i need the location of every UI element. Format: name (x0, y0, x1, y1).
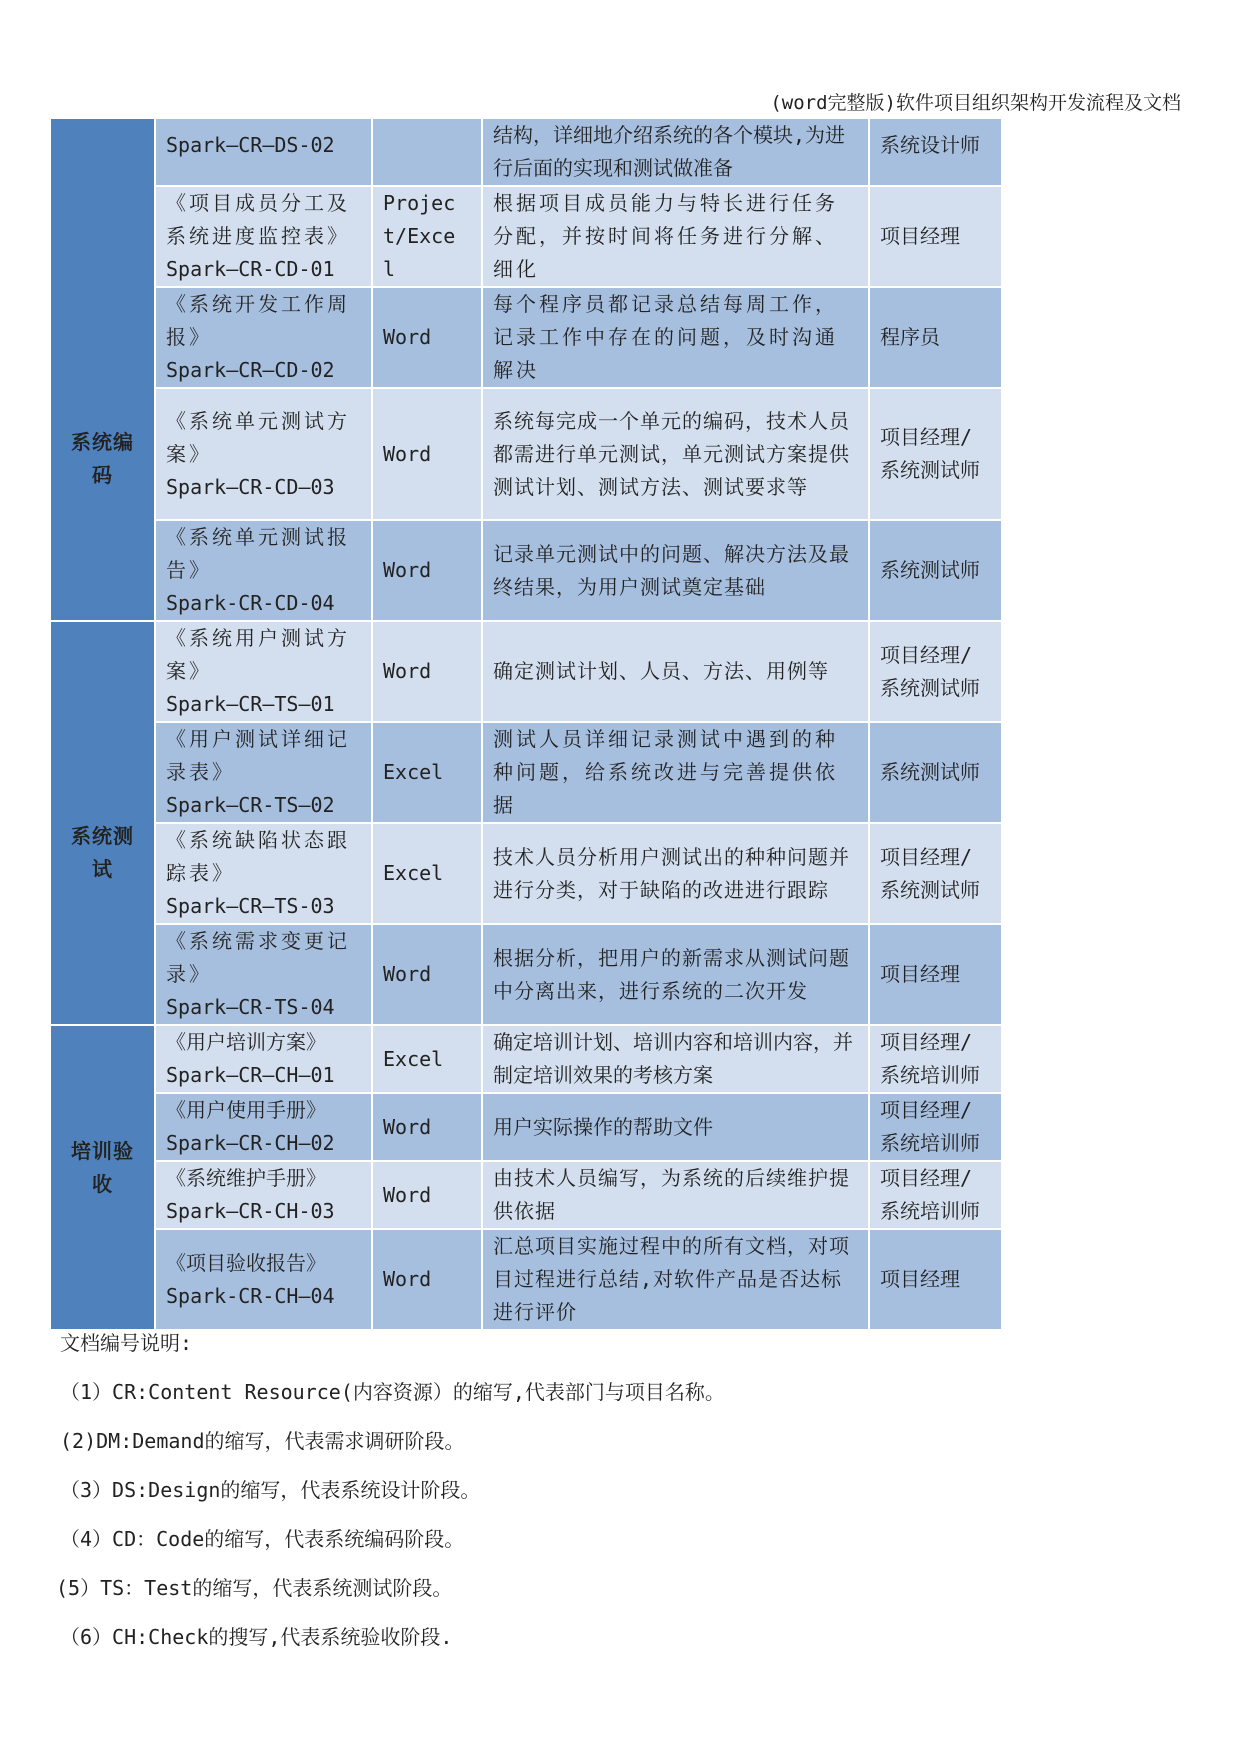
note-item: （3）DS:Design的缩写，代表系统设计阶段。 (60, 1478, 481, 1502)
doc-role: 项目经理/系统培训师 (880, 1098, 980, 1155)
desc-cell (482, 1025, 869, 1093)
doc-tool: Project/Excel (383, 191, 456, 281)
desc-cell (482, 924, 869, 1025)
role-cell (869, 823, 1002, 924)
doc-role: 项目经理 (880, 224, 960, 248)
doc-name-cell (155, 186, 372, 287)
role-cell (869, 1093, 1002, 1161)
doc-code: Spark—CR-CD—03 (166, 474, 335, 499)
doc-code: Spark—CR—CH—01 (166, 1063, 335, 1087)
doc-code: Spark—CR—TS—01 (166, 692, 335, 716)
role-cell (869, 186, 1002, 287)
doc-description: 由技术人员编写，为系统的后续维护提供依据 (493, 1166, 850, 1223)
role-cell (869, 1161, 1002, 1229)
doc-name-cell (155, 1093, 372, 1161)
doc-title: 《项目验收报告》 (166, 1250, 326, 1275)
doc-description: 测试人员详细记录测试中遇到的种种问题，给系统改进与完善提供依据 (493, 727, 838, 817)
doc-tool: Excel (383, 1046, 444, 1071)
doc-role: 项目经理/系统测试师 (880, 844, 980, 902)
doc-description: 汇总项目实施过程中的所有文档，对项目过程进行总结,对软件产品是否达标进行评价 (493, 1234, 850, 1324)
note-item: (5）TS：Test的缩写，代表系统测试阶段。 (56, 1576, 453, 1600)
doc-role: 项目经理 (880, 1267, 960, 1291)
tool-cell (372, 118, 482, 186)
doc-role: 项目经理/系统培训师 (880, 1030, 980, 1087)
doc-name-cell (155, 1025, 372, 1093)
note-item: (2)DM:Demand的缩写，代表需求调研阶段。 (60, 1429, 465, 1453)
numbering-notes (56, 1323, 725, 1662)
desc-cell (482, 118, 869, 186)
doc-title: 《系统需求变更记录》 (166, 929, 350, 986)
doc-code: Spark—CR-TS-04 (166, 995, 335, 1019)
doc-role: 程序员 (880, 325, 940, 349)
doc-tool: Word (383, 1114, 432, 1139)
doc-description: 根据项目成员能力与特长进行任务分配，并按时间将任务进行分解、细化 (493, 191, 838, 281)
table-row (50, 1161, 1002, 1229)
table-row (50, 1025, 1002, 1093)
doc-description: 每个程序员都记录总结每周工作，记录工作中存在的问题，及时沟通解决 (493, 292, 838, 382)
desc-cell (482, 186, 869, 287)
doc-title: 《用户培训方案》 (166, 1030, 326, 1054)
desc-cell (482, 388, 869, 520)
table-row (50, 823, 1002, 924)
doc-title: 《系统缺陷状态跟踪表》 (166, 828, 350, 885)
doc-tool: Word (383, 962, 432, 986)
table-row (50, 186, 1002, 287)
table-row (50, 118, 1002, 186)
doc-tool: Word (383, 659, 432, 683)
doc-tool: Word (383, 325, 432, 349)
doc-role: 系统设计师 (880, 132, 980, 157)
doc-code: Spark-CR-CD-04 (166, 591, 335, 615)
role-cell (869, 1025, 1002, 1093)
table-row (50, 1093, 1002, 1161)
table-row (50, 924, 1002, 1025)
tool-cell (372, 287, 482, 388)
doc-title: 《项目成员分工及系统进度监控表》 (166, 191, 350, 248)
desc-cell (482, 1229, 869, 1330)
doc-title: 《系统单元测试方案》 (166, 408, 350, 466)
doc-role: 项目经理 (880, 962, 960, 986)
doc-title: 《用户测试详细记录表》 (166, 727, 350, 784)
stage-cell-training (50, 1025, 155, 1330)
table-row (50, 520, 1002, 621)
doc-name-cell (155, 1229, 372, 1330)
doc-code: Spark-CR-CH—04 (166, 1283, 335, 1308)
tool-cell (372, 186, 482, 287)
stage-label: 培训验收 (71, 1138, 134, 1196)
table-row (50, 1229, 1002, 1330)
table-row (50, 722, 1002, 823)
doc-role: 系统测试师 (880, 558, 980, 582)
doc-role: 项目经理/系统测试师 (880, 642, 980, 700)
doc-name-cell (155, 287, 372, 388)
doc-description: 根据分析，把用户的新需求从测试问题中分离出来，进行系统的二次开发 (493, 945, 850, 1003)
tool-cell (372, 1025, 482, 1093)
doc-description: 系统每完成一个单元的编码，技术人员都需进行单元测试，单元测试方案提供测试计划、测试方法、测试要求等 (493, 408, 850, 499)
doc-description: 技术人员分析用户测试出的种种问题并进行分类，对于缺陷的改进进行跟踪 (493, 844, 850, 902)
tool-cell (372, 1161, 482, 1229)
doc-code: Spark—CR-CH—02 (166, 1131, 335, 1155)
doc-name-cell (155, 924, 372, 1025)
doc-title: 《系统开发工作周报》 (166, 292, 350, 349)
desc-cell (482, 1093, 869, 1161)
desc-cell (482, 1161, 869, 1229)
desc-cell (482, 287, 869, 388)
role-cell (869, 924, 1002, 1025)
notes-heading: 文档编号说明: (60, 1331, 193, 1355)
doc-title: 《用户使用手册》 (166, 1098, 326, 1122)
note-item: （6）CH:Check的搜写,代表系统验收阶段. (60, 1625, 453, 1649)
doc-code: Spark—CR-TS—02 (166, 793, 335, 817)
tool-cell (372, 823, 482, 924)
doc-tool: Word (383, 441, 432, 466)
doc-description: 确定培训计划、培训内容和培训内容，并制定培训效果的考核方案 (493, 1030, 853, 1087)
role-cell (869, 388, 1002, 520)
table-row (50, 287, 1002, 388)
role-cell (869, 520, 1002, 621)
doc-description: 记录单元测试中的问题、解决方法及最终结果，为用户测试奠定基础 (493, 541, 850, 599)
doc-name-cell (155, 621, 372, 722)
role-cell (869, 118, 1002, 186)
role-cell (869, 1229, 1002, 1330)
page-header: (word完整版)软件项目组织架构开发流程及文档 (770, 92, 1181, 114)
stage-cell-coding (50, 118, 155, 621)
doc-name-cell (155, 823, 372, 924)
doc-code: Spark—CR-CH-03 (166, 1199, 335, 1223)
tool-cell (372, 621, 482, 722)
table-row (50, 621, 1002, 722)
doc-role: 项目经理/系统测试师 (880, 425, 980, 482)
role-cell (869, 722, 1002, 823)
doc-name-cell (155, 118, 372, 186)
doc-title: 《系统维护手册》 (166, 1166, 326, 1190)
doc-tool: Word (383, 1182, 432, 1207)
doc-code: Spark—CR—DS-02 (166, 132, 335, 157)
tool-cell (372, 924, 482, 1025)
tool-cell (372, 520, 482, 621)
desc-cell (482, 823, 869, 924)
role-cell (869, 287, 1002, 388)
doc-role: 系统测试师 (880, 760, 980, 784)
tool-cell (372, 722, 482, 823)
doc-name-cell (155, 388, 372, 520)
desc-cell (482, 722, 869, 823)
doc-role: 项目经理/系统培训师 (880, 1166, 980, 1223)
doc-title: 《系统用户测试方案》 (166, 626, 350, 683)
doc-name-cell (155, 520, 372, 621)
note-item: （4）CD：Code的缩写，代表系统编码阶段。 (60, 1527, 465, 1551)
doc-description: 确定测试计划、人员、方法、用例等 (493, 659, 829, 683)
doc-tool: Word (383, 1267, 432, 1291)
doc-tool: Excel (383, 861, 444, 885)
tool-cell (372, 1229, 482, 1330)
document-table (49, 117, 1003, 1331)
tool-cell (372, 1093, 482, 1161)
stage-cell-testing (50, 621, 155, 1025)
doc-tool: Word (383, 558, 432, 582)
doc-name-cell (155, 722, 372, 823)
doc-title: 《系统单元测试报告》 (166, 525, 350, 582)
doc-description: 用户实际操作的帮助文件 (493, 1114, 713, 1139)
doc-description: 结构，详细地介绍系统的各个模块,为进行后面的实现和测试做准备 (493, 123, 846, 180)
desc-cell (482, 621, 869, 722)
desc-cell (482, 520, 869, 621)
doc-code: Spark—CR-CD-01 (166, 257, 335, 281)
doc-code: Spark—CR—CD-02 (166, 358, 335, 382)
stage-label: 系统编码 (71, 429, 134, 487)
table-row (50, 388, 1002, 520)
doc-code: Spark—CR—TS-03 (166, 894, 335, 918)
doc-name-cell (155, 1161, 372, 1229)
tool-cell (372, 388, 482, 520)
doc-tool: Excel (383, 760, 444, 784)
role-cell (869, 621, 1002, 722)
stage-label: 系统测试 (71, 824, 134, 881)
note-item: （1）CR:Content Resource(内容资源）的缩写,代表部门与项目名称。 (60, 1380, 725, 1404)
